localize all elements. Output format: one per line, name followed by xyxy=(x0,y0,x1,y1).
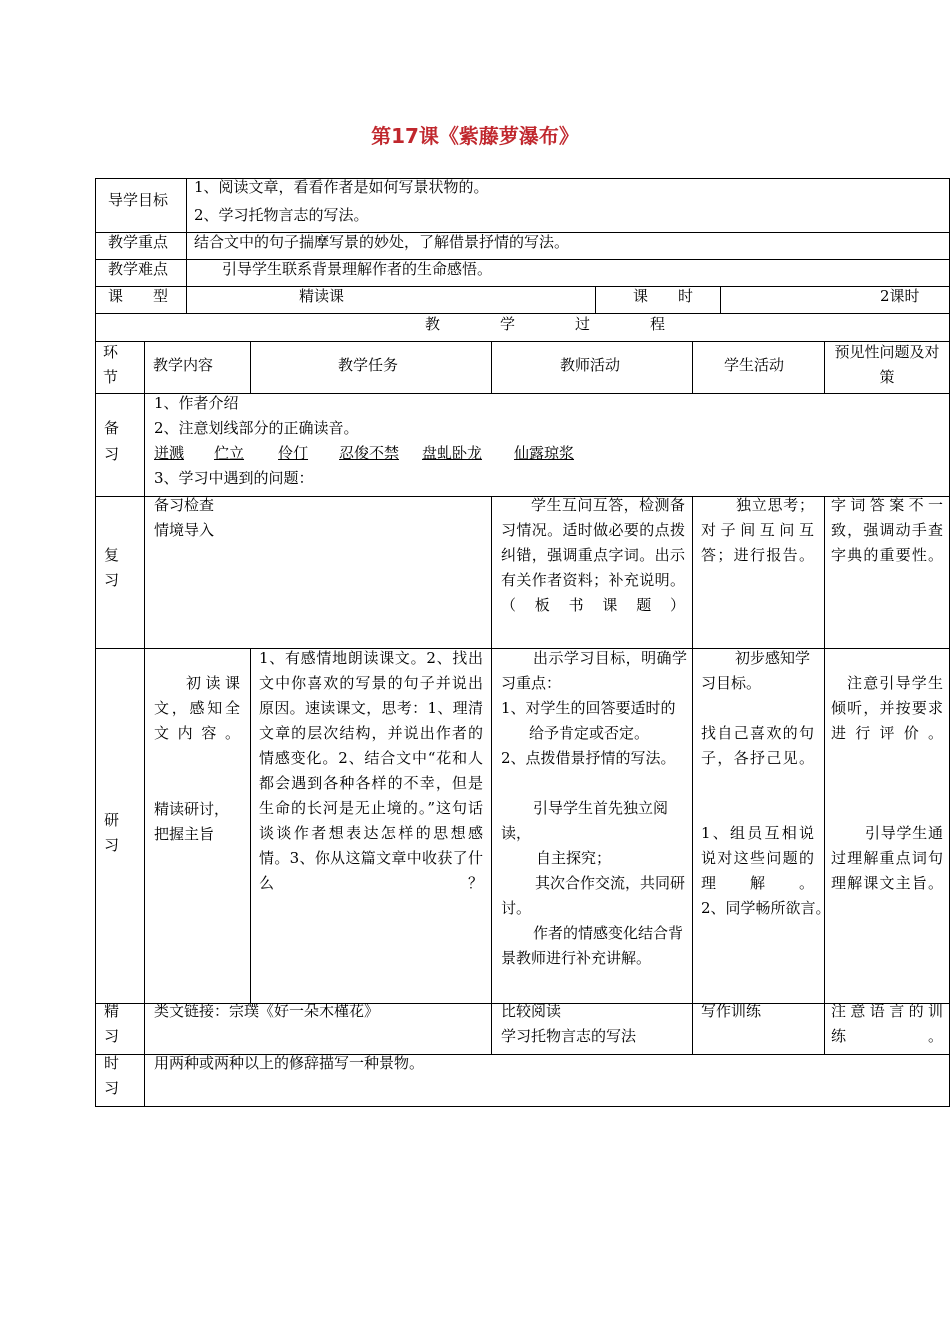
yanxi-student-4: 2、同学畅所欲言。 xyxy=(701,899,831,917)
beixi-word-2: 伫立 xyxy=(214,444,245,462)
stage-fuxi: 复习 xyxy=(104,546,120,589)
beixi-word-3: 伶仃 xyxy=(278,444,309,462)
key-label: 教学重点 xyxy=(108,233,169,251)
lesson-time-value: 2课时 xyxy=(880,287,920,305)
page-title: 第17课《紫藤萝瀑布》 xyxy=(371,124,579,148)
jingxi-content: 类文链接：宗璞《好一朵木槿花》 xyxy=(154,1002,380,1020)
fuxi-teacher: 学生互问互答，检测备习情况。适时做必要的点拨纠错，强调重点字词。出示有关作者资料；补充说明。（板书课题） xyxy=(501,496,685,614)
beixi-item-3: 3、学习中遇到的问题： xyxy=(154,469,314,487)
col-content-header: 教学内容 xyxy=(153,356,214,374)
col-stage-header: 环节 xyxy=(103,343,119,386)
col-task-header: 教学任务 xyxy=(338,356,399,374)
goal-label: 导学目标 xyxy=(108,191,169,209)
stage-yanxi: 研习 xyxy=(104,811,120,854)
yanxi-teacher-6: 其次合作交流，共同研讨。 xyxy=(501,874,686,917)
lesson-type-value: 精读课 xyxy=(299,287,345,305)
yanxi-teacher-4: 引导学生首先独立阅读， xyxy=(501,799,669,842)
col-foresee-header: 预见性问题及对策 xyxy=(834,343,940,386)
yanxi-teacher-5: 自主探究； xyxy=(536,849,612,867)
fuxi-foresee: 字词答案不一致，强调动手查字典的重要性。 xyxy=(831,496,943,564)
yanxi-content-2: 精读研讨，把握主旨 xyxy=(154,800,230,843)
lesson-type-label: 课 型 xyxy=(108,287,169,305)
yanxi-task: 1、有感情地朗读课文。2、找出文中你喜欢的写景的句子并说出原因。速读课文，思考：1、理清文章的层次结构，并说出作者的情感变化。2、结合文中“花和人都会遇到各种各样的不幸，但是生命的长河是无止境的。”这句话谈谈作者想表达怎样的思想感情。3、你从这篇文章中收获了什么？ xyxy=(259,649,483,892)
yanxi-foresee-1: 注意引导学生倾听，并按要求进行评价。 xyxy=(831,674,943,742)
jingxi-student: 写作训练 xyxy=(701,1002,762,1020)
shixi-content: 用两种或两种以上的修辞描写一种景物。 xyxy=(154,1054,425,1072)
yanxi-foresee-2: 引导学生通过理解重点词句理解课文主旨。 xyxy=(831,824,943,892)
stage-shixi: 时习 xyxy=(104,1054,120,1097)
fuxi-student: 独立思考；对子间互问互答；进行报告。 xyxy=(701,496,814,564)
difficulty-label: 教学难点 xyxy=(108,260,169,278)
fuxi-content-1: 备习检查 xyxy=(154,496,215,514)
yanxi-student-1: 初步感知学习目标。 xyxy=(701,649,811,692)
yanxi-teacher-7: 作者的情感变化结合背景教师进行补充讲解。 xyxy=(501,924,684,967)
jingxi-teacher-1: 比较阅读 xyxy=(501,1002,562,1020)
beixi-word-6: 仙露琼浆 xyxy=(514,444,575,462)
beixi-item-2: 2、注意划线部分的正确读音。 xyxy=(154,419,359,437)
beixi-word-5: 盘虬卧龙 xyxy=(422,444,483,462)
yanxi-content-1: 初读课文，感知全文内容。 xyxy=(154,674,240,742)
col-teacher-header: 教师活动 xyxy=(560,356,621,374)
goal-line-2: 2、学习托物言志的写法。 xyxy=(194,206,369,224)
yanxi-student-2: 找自己喜欢的句子，各抒己见。 xyxy=(701,724,814,767)
jingxi-teacher-2: 学习托物言志的写法 xyxy=(501,1027,637,1045)
stage-jingxi: 精习 xyxy=(104,1002,120,1045)
yanxi-student-3: 1、组员互相说说对这些问题的理解。 xyxy=(701,824,814,892)
beixi-word-4: 忍俊不禁 xyxy=(339,444,400,462)
yanxi-teacher-2: 1、对学生的回答要适时的给予肯定或否定。 xyxy=(501,699,676,742)
difficulty-text: 引导学生联系背景理解作者的生命感悟。 xyxy=(222,260,493,278)
col-student-header: 学生活动 xyxy=(724,356,785,374)
goal-line-1: 1、阅读文章，看看作者是如何写景状物的。 xyxy=(194,178,489,196)
lesson-time-label: 课 时 xyxy=(633,287,694,305)
process-header: 教 学 过 程 xyxy=(425,315,666,333)
stage-beixi: 备习 xyxy=(104,419,120,463)
beixi-word-1: 迸溅 xyxy=(154,444,185,462)
yanxi-teacher-1: 出示学习目标，明确学习重点： xyxy=(501,649,687,692)
fuxi-content-2: 情境导入 xyxy=(154,521,215,539)
yanxi-teacher-3: 2、点拨借景抒情的写法。 xyxy=(501,749,676,767)
key-text: 结合文中的句子揣摩写景的妙处，了解借景抒情的写法。 xyxy=(194,233,570,251)
jingxi-foresee: 注意语言的训练。 xyxy=(831,1002,943,1045)
beixi-item-1: 1、作者介绍 xyxy=(154,394,239,412)
